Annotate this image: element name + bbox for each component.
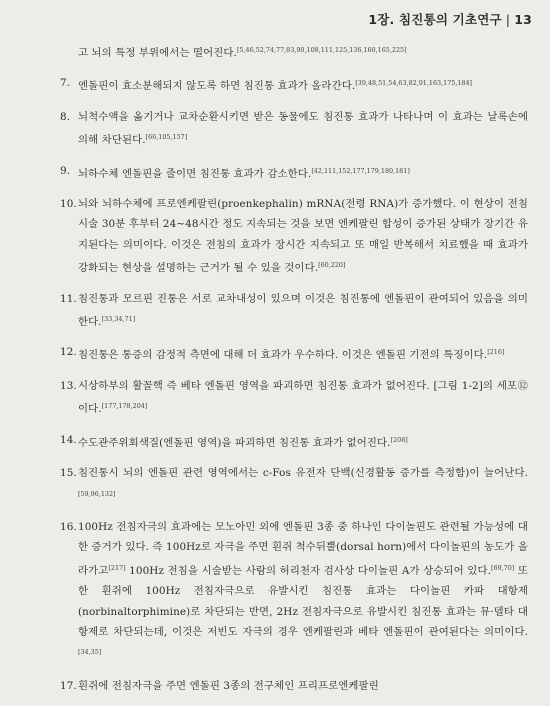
page-number: 13	[514, 12, 532, 27]
list-item	[60, 40, 528, 63]
list-item	[60, 676, 528, 696]
item-number: 16.	[60, 520, 77, 533]
item-text: 시상하부의 활꼴핵 즉 베타 엔돌핀 영역을 파괴하면 침진통 효과가 없어진다. [그림 1-2]의 세포⑫이다.	[78, 379, 528, 416]
item-number: 11.	[60, 292, 77, 305]
item-number: 12.	[60, 346, 77, 359]
item-text: 수도관주위회색질(엔돌핀 영역)을 파괴하면 침진통 효과가 없어진다.	[78, 436, 391, 449]
item-text: 흰쥐에 전침자극을 주면 엔돌핀 3종의 전구체인 프리프로엔케팔린	[78, 679, 379, 692]
list-item	[60, 430, 528, 453]
body-text	[60, 40, 528, 706]
item-text: 또한 흰쥐에 100Hz 전침자극으로 유발시킨 침진통 효과는 다이놀핀 카파 대항제(norbinaltorphimine)로 차단되는 반면, 2Hz 전침자극으로 유발시킨 침진통 효과는 뮤·델타 대항제로 차단되는데, 이것은 저빈도 자극의 경우 엔케팔린과 베타 엔돌핀이 관여된다는 의미이다.	[78, 564, 529, 638]
list-item	[60, 463, 528, 507]
chapter-title: 1장. 침진통의 기초연구	[368, 12, 502, 27]
item-number: 10.	[60, 198, 77, 211]
item-number: 8.	[60, 110, 71, 123]
item-text: 엔돌핀이 효소분해되지 않도록 하면 침진통 효과가 올라간다.	[78, 80, 356, 93]
citation: [66,105,157]	[145, 133, 188, 142]
citation: [42,111,152,177,179,180,181]	[311, 166, 410, 175]
item-text: 뇌척수액을 옮기거나 교차순환시키면 받은 동물에도 침진통 효과가 나타나며 이 효과는 날록손에 의해 차단된다.	[78, 110, 528, 147]
header-separator: |	[505, 12, 511, 27]
item-number: 17.	[60, 679, 77, 692]
item-number: 13.	[60, 379, 77, 392]
citation: [60,220]	[318, 261, 346, 270]
item-text: 침진통과 모르핀 진통은 서로 교차내성이 있으며 이것은 침진통에 엔돌핀이 관여되어 있음을 의미한다.	[78, 292, 528, 329]
list-item	[60, 73, 528, 96]
citation: [69,70]	[491, 563, 515, 572]
running-header	[368, 10, 532, 28]
list-item	[60, 194, 528, 279]
item-text: 100Hz 전침을 시술받는 사람의 허리천자 검사상 다이놀핀 A가 상승되어 있다.	[125, 564, 491, 577]
list-item	[60, 289, 528, 333]
item-number: 14.	[60, 433, 77, 446]
citation: [34,35]	[78, 648, 102, 657]
list-item	[60, 107, 528, 151]
citation: [177,178,204]	[101, 402, 148, 411]
citation: [39,48,51,54,63,82,91,163,175,184]	[355, 79, 473, 88]
citation: [208]	[390, 435, 408, 444]
item-number: 7.	[60, 77, 71, 90]
item-text: 100Hz 전침자극의 효과에는 모노아민 외에 엔돌핀 3종 중 하나인 다이놀핀도 관련될 가능성에 대한 증거가 있다. 즉 100Hz로 자극을 주면 흰쥐 척수뒤뿔(dorsal horn)에서 다이놀핀의 농도가 올라가고	[78, 520, 528, 577]
list-item	[60, 517, 528, 666]
item-number: 9.	[60, 164, 71, 177]
citation: [59,96,132]	[78, 489, 116, 498]
citation: [217]	[108, 563, 126, 572]
item-text: 침진통시 뇌의 엔돌핀 관련 영역에서는 c-Fos 유전자 단백(신경활동 증가를 측정함)이 늘어난다.	[78, 467, 528, 480]
citation: [33,34,71]	[101, 315, 136, 324]
item-number: 15.	[60, 467, 77, 480]
item-text: 고 뇌의 특정 부위에서는 떨어진다.	[78, 47, 237, 59]
citation: [216]	[487, 348, 505, 357]
item-text: 뇌하수체 엔돌핀을 줄이면 침진통 효과가 감소한다.	[78, 167, 312, 180]
list-item	[60, 161, 528, 184]
item-text: 침진통은 통증의 감정적 측면에 대해 더 효과가 우수하다. 이것은 엔돌핀 기전의 특징이다.	[78, 349, 488, 362]
item-text: 뇌와 뇌하수체에 프로엔케팔린(proenkephalin) mRNA(전령 RNA)가 증가했다. 이 현상이 전침 시술 30분 후부터 24~48시간 정도 지속되는 것을 보면 엔케팔린 합성이 증가된 상태가 장기간 유지된다는 의미이다. 이것은 전침의 효과가 장시간 지속되고 또 매일 반복해서 치료했을 때 효과가 강화되는 현상을 설명하는 근거가 될 수 있을 것이다.	[78, 198, 528, 275]
list-item	[60, 342, 528, 365]
citation: [5,46,52,74,77,83,90,108,111,125,136,160,165,225]	[236, 46, 407, 54]
list-item	[60, 376, 528, 420]
